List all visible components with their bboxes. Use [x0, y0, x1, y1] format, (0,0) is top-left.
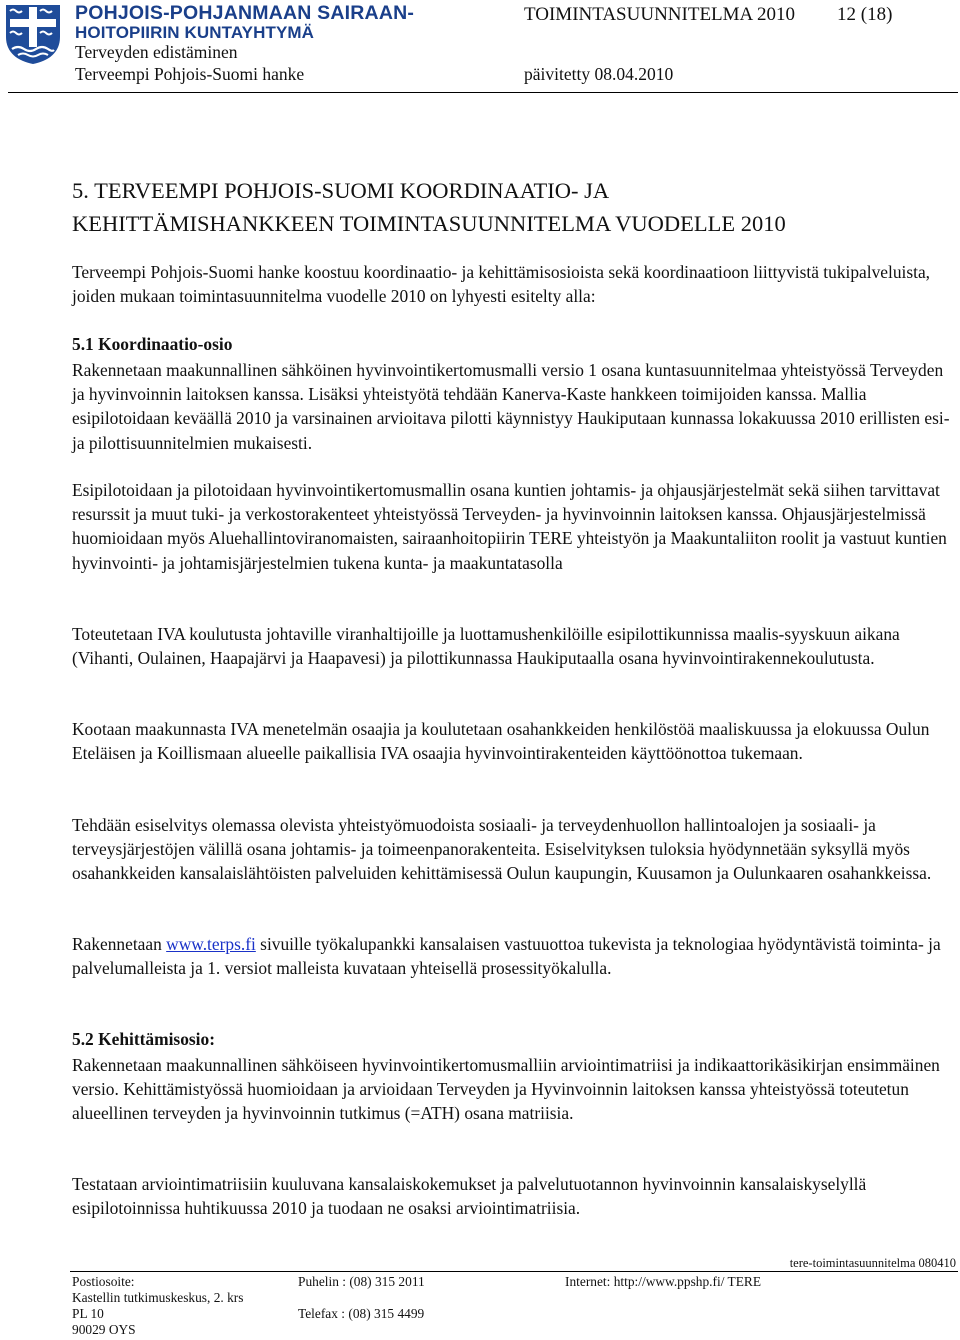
coordination-paragraph-3: Toteutetaan IVA koulutusta johtaville viranhaltijoille ja luottamushenkilöille esipilottikunnissa maalis-syyskuun aikana (Vihanti, Oulainen, Haapajärvi ja Haapavesi) ja pilottikunnassa Haukiputaalla osana hyvinvointirakennekoulutusta. — [72, 624, 900, 669]
postal-address-label: Postiosoite: — [72, 1274, 135, 1289]
postal-address-line1: Kastellin tutkimuskeskus, 2. krs — [72, 1290, 244, 1305]
page-number: 12 (18) — [837, 4, 893, 25]
file-reference: tere-toimintasuunnitelma 080410 — [789, 1256, 956, 1270]
chapter-title — [72, 174, 952, 240]
header-divider — [8, 92, 958, 93]
postal-address-line2: PL 10 — [72, 1306, 104, 1321]
coordination-paragraph-6 — [72, 932, 952, 980]
section-heading-development: 5.2 Kehittämisosio: — [72, 1029, 215, 1049]
coordination-paragraph-4: Kootaan maakunnasta IVA menetelmän osaajia ja koulutetaan osahankkeiden henkilöstöä maaliskuussa ja elokuussa Oulun Eteläisen ja Koillismaan alueelle paikallisia IVA osaajia hyvinvointirakenteiden käyttöönottoa tukemaan. — [72, 719, 930, 764]
intro-paragraph: Terveempi Pohjois-Suomi hanke koostuu koordinaatio- ja kehittämisosioista sekä koordinaatioon liittyvistä tukipalveluista, joiden mukaan toimintasuunnitelma vuodelle 2010 on lyhyesti esitelty alla: — [72, 262, 931, 307]
chapter-title-line1: 5. TERVEEMPI POHJOIS-SUOMI KOORDINAATIO- JA — [72, 178, 610, 203]
coordination-paragraph-5: Tehdään esiselvitys olemassa olevista yhteistyömuodoista sosiaali- ja terveydenhuollon hallintoalojen ja sosiaali- ja terveysjärjestöjen välillä osana johtamis- ja toimeenpanorakenteita. Esiselvityksen tuloksia hyödynnetään syksyllä myös osahankkeiden kansalaislähtöisten palveluiden kehittämisessä Oulun kaupungin, Kuusamon ja Oulunkaaren osahankkeissa. — [72, 815, 932, 884]
postal-address-line3: 90029 OYS — [72, 1322, 136, 1337]
coordination-paragraph-2: Esipilotoidaan ja pilotoidaan hyvinvointikertomusmallin osana kuntien johtamis- ja ohjausjärjestelmät sekä siihen tarvittavat resurssit ja muut tuki- ja verkostorakenteet yhteistyössä Terveyden- ja hyvinvoinnin laitoksen kanssa. Ohjausjärjestelmissä huomioidaan myös Aluehallintoviranomaisten, sairaanhoitopiirin TERE yhteistyön ja Maakuntaliiton roolit ja vastuut kuntien hyvinvointi- ja johtamisjärjestelmien tukena kunta- ja maakuntatasolla — [72, 480, 947, 573]
document-title: TOIMINTASUUNNITELMA 2010 — [524, 4, 795, 25]
coordination-paragraph-1: Rakennetaan maakunnallinen sähköinen hyvinvointikertomusmalli versio 1 osana kuntasuunnitelmaa yhteistyössä Terveyden ja hyvinvoinnin laitoksen kanssa. Lisäksi yhteistyötä tehdään Kanerva-Kaste hankkeen toimijoiden kanssa. Mallia esipilotoidaan keväällä 2010 ja varsinainen arvioitava pilotti käynnistyy Haukiputaan kunnassa lokakuussa 2010 erillisten esi-ja pilottisuunnitelmien mukaisesti. — [72, 360, 950, 453]
project-name: Terveempi Pohjois-Suomi hanke — [75, 64, 305, 84]
phone-number: Puhelin : (08) 315 2011 — [298, 1274, 425, 1289]
footer-divider — [70, 1271, 958, 1272]
org-name-line1: POHJOIS-POHJANMAAN SAIRAAN- — [75, 2, 415, 24]
unit-name: Terveyden edistäminen — [75, 42, 238, 62]
org-name-line2: HOITOPIIRIN KUNTAYHTYMÄ — [75, 23, 315, 42]
chapter-title-line2: KEHITTÄMISHANKKEEN TOIMINTASUUNNITELMA VUODELLE 2010 — [72, 211, 786, 236]
development-paragraph-2: Testataan arviointimatriisiin kuuluvana kansalaiskokemukset ja palvelutuotannon hyvinvoinnin kansalaiskyselyllä esipilotoinnissa huhtikuussa 2010 ja tuodaan ne osaksi arviointimatriisia. — [72, 1174, 867, 1219]
development-paragraph-1: Rakennetaan maakunnallinen sähköiseen hyvinvointikertomusmalliin arviointimatriisi ja indikaattorikäsikirjan ensimmäinen versio. Kehittämistyössä huomioidaan ja arvioidaan Terveyden ja Hyvinvoinnin laitoksen kanssa yhteistyössä toteutetun alueellinen terveyden ja hyvinvoinnin tutkimus (=ATH) osana matriisia. — [72, 1055, 940, 1124]
updated-date: päivitetty 08.04.2010 — [524, 64, 674, 84]
paragraph-text-start: Rakennetaan — [72, 934, 167, 954]
section-heading-coordination: 5.1 Koordinaatio-osio — [72, 334, 233, 354]
terps-website-link[interactable]: www.terps.fi — [166, 934, 256, 954]
paragraph-text-end: sivuille työkalupankki kansalaisen vastuuottoa tukevista ja teknologiaa hyödyntävistä toiminta- ja palvelumalleista ja 1. versiot malleista kuvataan yhteisellä prosessityökalulla. — [72, 934, 941, 979]
internet-address: Internet: http://www.ppshp.fi/ TERE — [565, 1274, 762, 1289]
district-coat-of-arms-logo — [4, 3, 62, 65]
fax-number: Telefax : (08) 315 4499 — [298, 1306, 425, 1321]
